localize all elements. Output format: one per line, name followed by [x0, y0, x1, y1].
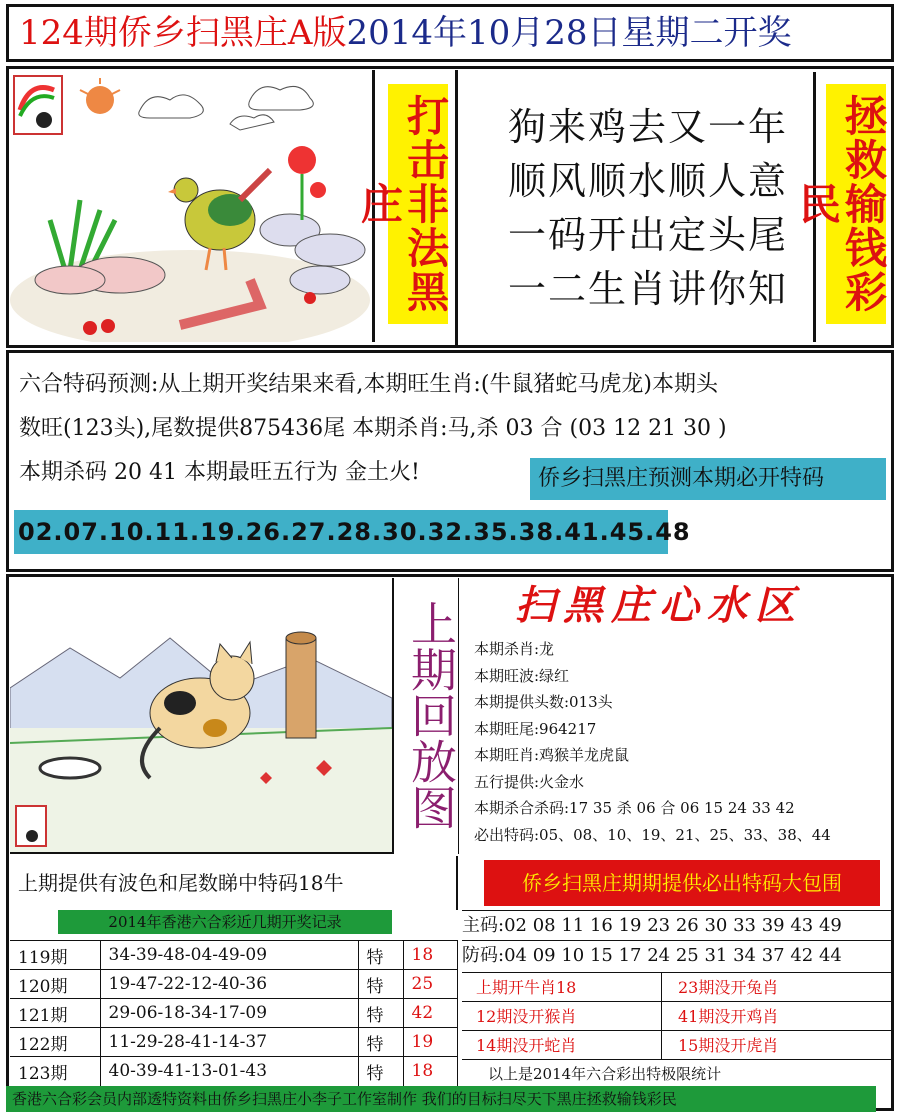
table-row	[10, 941, 458, 970]
prediction-line-1: 六合特码预测:从上期开奖结果来看,本期旺生肖:(牛鼠猪蛇马虎龙)本期头	[19, 372, 718, 397]
divider	[458, 578, 459, 854]
stats-cell: 41期没开鸡肖	[678, 1007, 779, 1026]
numbers-cell: 34-39-48-04-49-09	[100, 941, 358, 970]
special-cell: 25	[403, 970, 458, 999]
prediction-teal-label: 侨乡扫黑庄预测本期必开特码	[530, 458, 886, 500]
red-banner: 侨乡扫黑庄期期提供必出特码大包围	[484, 860, 880, 906]
te-cell: 特	[358, 1028, 403, 1057]
special-cell: 19	[403, 1028, 458, 1057]
poem	[458, 72, 816, 342]
special-cell: 42	[403, 999, 458, 1028]
stats-cell: 15期没开虎肖	[678, 1036, 779, 1055]
poem-line: 一码开出定头尾	[508, 213, 789, 257]
info-line: 必出特码:05、08、10、19、21、25、33、38、44	[474, 825, 831, 844]
right-banner: 拯救输钱彩民	[826, 84, 886, 324]
issue-cell: 121期	[10, 999, 100, 1028]
special-cell: 18	[403, 1057, 458, 1086]
te-cell: 特	[358, 1057, 403, 1086]
issue-cell: 122期	[10, 1028, 100, 1057]
table-row	[10, 1057, 458, 1086]
defense-code: 防码:04 09 10 15 17 24 25 31 34 37 42 44	[462, 940, 892, 970]
issue-cell: 123期	[10, 1057, 100, 1086]
cat-picture	[10, 578, 392, 852]
info-line: 本期杀肖:龙	[474, 640, 555, 658]
title-date: 2014年10月28日星期二开奖	[346, 13, 792, 53]
title-issue: 124期侨乡扫黑庄A版	[19, 13, 347, 53]
review-title: 上期回放图	[404, 600, 458, 830]
cat-illustration	[10, 578, 394, 854]
poem-line: 一二生肖讲你知	[508, 267, 789, 311]
left-banner: 打击非法黑庄	[388, 84, 448, 324]
table-row	[10, 970, 458, 999]
stats-cell: 12期没开猴肖	[462, 1002, 662, 1030]
info-line: 本期旺尾:964217	[474, 719, 597, 738]
issue-cell: 119期	[10, 941, 100, 970]
numbers-cell: 40-39-41-13-01-43	[100, 1057, 358, 1086]
numbers-cell: 29-06-18-34-17-09	[100, 999, 358, 1028]
issue-cell: 120期	[10, 970, 100, 999]
numbers-cell: 19-47-22-12-40-36	[100, 970, 358, 999]
main-code: 主码:02 08 11 16 19 23 26 30 33 39 43 49	[462, 910, 892, 940]
numbers-cell: 11-29-28-41-14-37	[100, 1028, 358, 1057]
info-line: 本期杀合杀码:17 35 杀 06 合 06 15 24 33 42	[474, 799, 795, 817]
stats-grid	[462, 972, 892, 1087]
table-row	[10, 1028, 458, 1057]
rooster-picture	[10, 70, 372, 342]
stats-cell: 14期没开蛇肖	[462, 1031, 662, 1059]
special-cell: 18	[403, 941, 458, 970]
te-cell: 特	[358, 999, 403, 1028]
footer: 香港六合彩会员内部透特资料由侨乡扫黑庄小李子工作室制作 我们的目标扫尽天下黑庄拯救输钱彩民	[6, 1086, 876, 1112]
last-hit: 上期提供有波色和尾数睇中特码18牛	[10, 856, 458, 910]
rooster-illustration	[10, 70, 375, 342]
page-title	[6, 4, 894, 62]
stats-note: 以上是2014年六合彩出特极限统计	[462, 1059, 892, 1087]
prediction-line-2: 数旺(123头),尾数提供875436尾 本期杀肖:马,杀 03 合 (03 12 21 30 )	[19, 416, 727, 441]
info-list	[474, 636, 894, 848]
history-title: 2014年香港六合彩近几期开奖记录	[58, 910, 392, 934]
info-line: 本期旺波:绿红	[474, 666, 570, 685]
history-table	[10, 940, 458, 1086]
info-line: 本期提供头数:013头	[474, 693, 613, 711]
stats-cell: 上期开牛肖18	[462, 973, 662, 1001]
heading: 扫黑庄心水区	[515, 582, 803, 629]
info-line: 五行提供:火金水	[474, 772, 585, 791]
prediction-line-3: 本期杀码 20 41 本期最旺五行为 金土火!	[19, 460, 420, 485]
prediction-numbers: 02.07.10.11.19.26.27.28.30.32.35.38.41.45.48	[14, 510, 668, 554]
stats-row	[462, 972, 892, 1001]
poem-line: 顺风顺水顺人意	[508, 159, 789, 203]
table-row	[10, 999, 458, 1028]
stats-row	[462, 1001, 892, 1030]
stats-cell: 23期没开兔肖	[678, 978, 779, 997]
te-cell: 特	[358, 970, 403, 999]
te-cell: 特	[358, 941, 403, 970]
stats-row	[462, 1030, 892, 1059]
poem-line: 狗来鸡去又一年	[508, 105, 789, 149]
info-line: 本期旺肖:鸡猴羊龙虎鼠	[474, 746, 630, 764]
